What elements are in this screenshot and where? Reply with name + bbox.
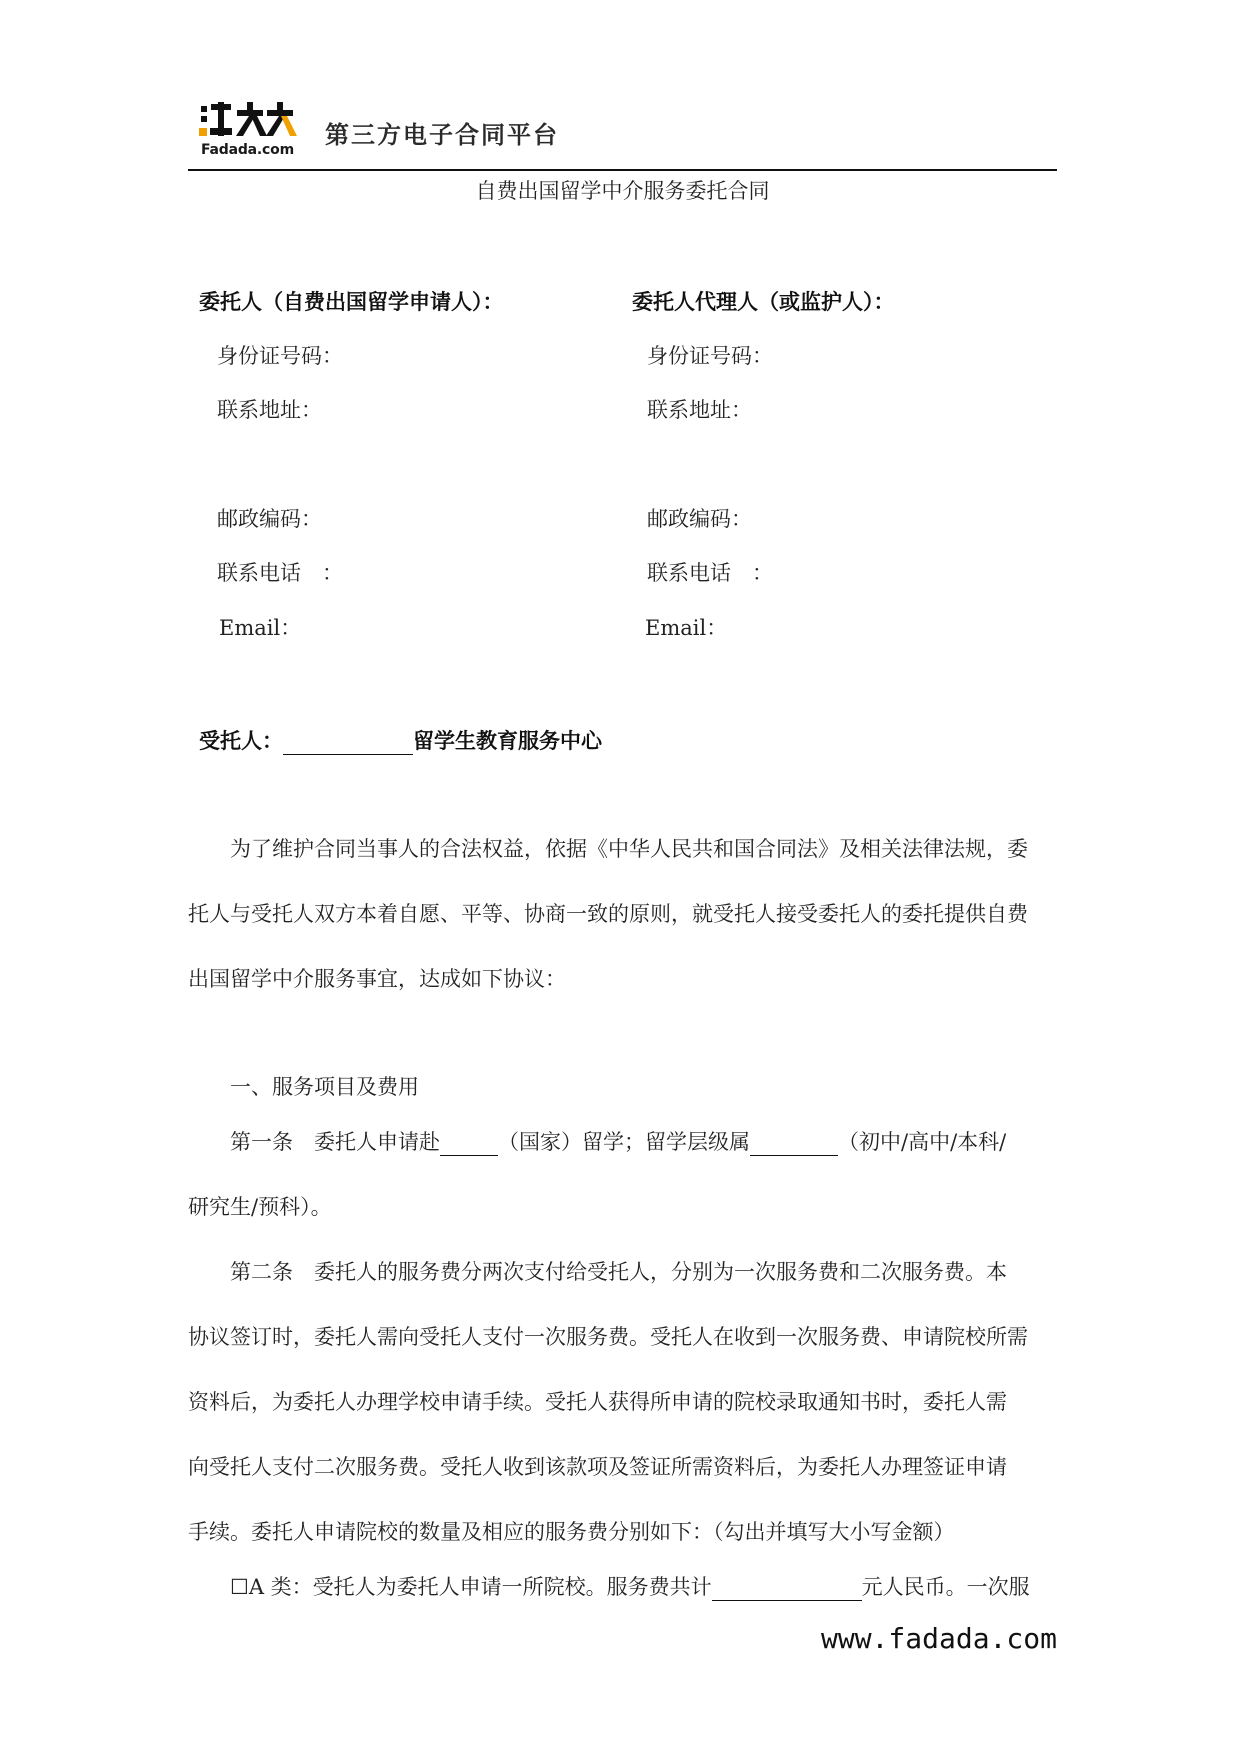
party-b-address-label: 联系地址： <box>647 398 752 422</box>
platform-name: 第三方电子合同平台 <box>325 121 559 149</box>
option-a-text-end: 元人民币。一次服 <box>861 1575 1030 1599</box>
preamble-line: 出国留学中介服务事宜，达成如下协议： <box>188 967 566 991</box>
level-blank[interactable] <box>750 1133 838 1156</box>
section-heading: 一、服务项目及费用 <box>188 1075 419 1099</box>
article-1-line-2: 研究生/预科）。 <box>188 1195 332 1219</box>
fee-amount-blank[interactable] <box>712 1578 862 1601</box>
article-1-text-b: （国家）留学；留学层级属 <box>498 1130 750 1154</box>
article-2-line: 协议签订时，委托人需向受托人支付一次服务费。受托人在收到一次服务费、申请院校所需 <box>188 1325 1028 1349</box>
country-blank[interactable] <box>440 1133 498 1156</box>
preamble-line: 托人与受托人双方本着自愿、平等、协商一致的原则，就受托人接受委托人的委托提供自费 <box>188 902 1028 926</box>
article-1-text-a: 第一条 委托人申请赴 <box>188 1130 440 1154</box>
header-divider <box>188 169 1057 171</box>
logo-mark-icon <box>199 102 297 140</box>
party-b-email-label: Email： <box>645 616 728 640</box>
article-1-line <box>188 1126 1057 1156</box>
party-b-heading: 委托人代理人（或监护人）： <box>632 290 895 314</box>
party-a-address-label: 联系地址： <box>217 398 322 422</box>
trustee-label: 受托人： <box>199 729 283 753</box>
option-a-line <box>188 1571 1057 1601</box>
trustee-name-blank[interactable] <box>283 732 413 755</box>
article-2-line: 手续。委托人申请院校的数量及相应的服务费分别如下：（勾出并填写大小写金额） <box>188 1520 955 1544</box>
option-a-text: A 类：受托人为委托人申请一所院校。服务费共计 <box>248 1575 712 1599</box>
article-2-line: 第二条 委托人的服务费分两次支付给受托人，分别为一次服务费和二次服务费。本 <box>188 1260 1007 1284</box>
trustee-line <box>199 725 602 755</box>
option-a-checkbox[interactable]: ☐ <box>230 1575 249 1599</box>
party-b-phone-label: 联系电话 ： <box>647 561 773 585</box>
party-a-email-label: Email： <box>219 616 302 640</box>
party-a-phone-label: 联系电话 ： <box>217 561 343 585</box>
fadada-logo <box>199 99 297 159</box>
footer-url[interactable]: www.fadada.com <box>820 1622 1057 1655</box>
party-b-id-label: 身份证号码： <box>647 344 773 368</box>
party-a-id-label: 身份证号码： <box>217 344 343 368</box>
article-1-text-c: （初中/高中/本科/ <box>838 1130 1007 1154</box>
party-a-heading: 委托人（自费出国留学申请人）： <box>199 290 504 314</box>
logo-subtitle: Fadada.com <box>201 142 294 158</box>
party-a-postcode-label: 邮政编码： <box>217 507 322 531</box>
article-2-line: 资料后，为委托人办理学校申请手续。受托人获得所申请的院校录取通知书时，委托人需 <box>188 1390 1007 1414</box>
article-2-line: 向受托人支付二次服务费。受托人收到该款项及签证所需资料后，为委托人办理签证申请 <box>188 1455 1007 1479</box>
document-title: 自费出国留学中介服务委托合同 <box>475 179 770 203</box>
preamble-line: 为了维护合同当事人的合法权益，依据《中华人民共和国合同法》及相关法律法规，委 <box>188 837 1028 861</box>
trustee-suffix: 留学生教育服务中心 <box>413 729 602 753</box>
party-b-postcode-label: 邮政编码： <box>647 507 752 531</box>
